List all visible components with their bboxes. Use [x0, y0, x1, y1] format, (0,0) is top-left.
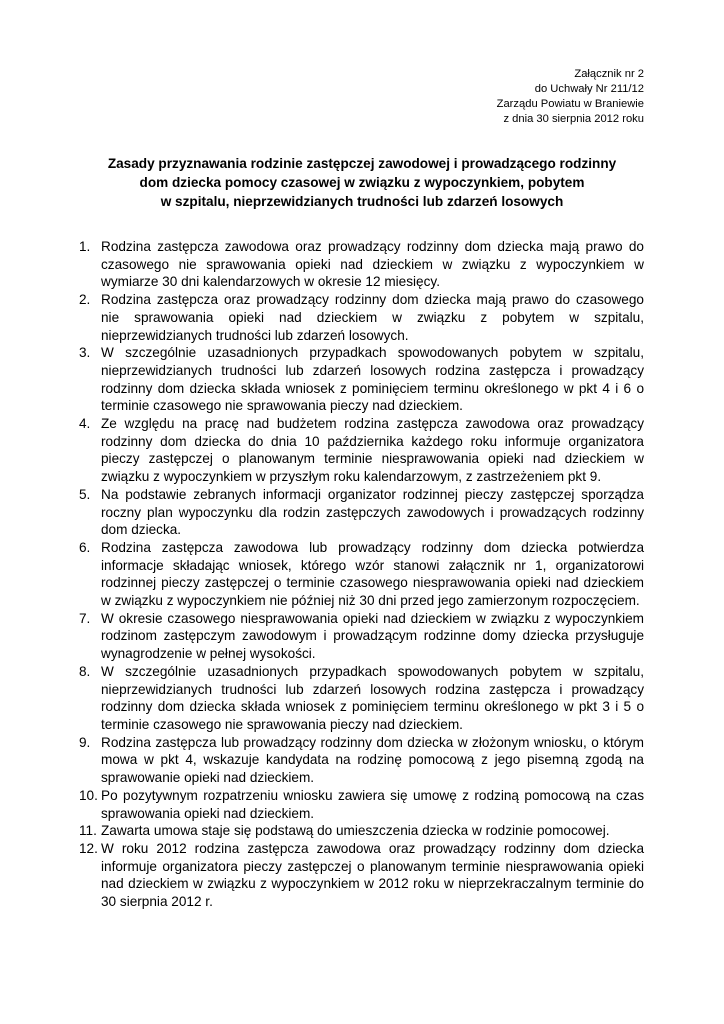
list-item [0, 486, 644, 539]
item-text: Rodzina zastępcza zawodowa oraz prowadzący rodzinny dom dziecka mają prawo do czasowego nie sprawowania opieki nad dzieckiem w związku z wypoczynkiem w wymiarze 30 dni kalendarzowych w okresie 12 miesięcy. [101, 239, 644, 290]
header-line: Zarządu Powiatu w Braniewie [496, 98, 644, 110]
header-line: Załącznik nr 2 [574, 68, 644, 80]
list-item [0, 539, 644, 610]
item-text: Ze względu na pracę nad budżetem rodzina zastępcza zawodowa oraz prowadzący rodzinny dom dziecka do dnia 10 października każdego roku informuje organizatora pieczy zastępczej o planowanym terminie niesprawowania opieki nad dzieckiem w związku z wypoczynkiem w przyszłym roku kalendarzowym, z zastrzeżeniem pkt 9. [101, 416, 644, 485]
item-number: 10. [79, 787, 98, 803]
document-header [497, 67, 644, 127]
list-item [0, 238, 644, 291]
title-line: w szpitalu, nieprzewidzianych trudności lub zdarzeń losowych [160, 194, 564, 209]
header-line: z dnia 30 sierpnia 2012 roku [503, 113, 644, 125]
item-number: 4. [79, 416, 91, 432]
item-number: 11. [79, 823, 97, 839]
title-line: dom dziecka pomocy czasowej w związku z wypoczynkiem, pobytem [139, 175, 585, 190]
list-item [0, 840, 644, 911]
list-item [0, 663, 644, 734]
item-number: 3. [79, 345, 91, 361]
item-number: 6. [79, 539, 91, 555]
item-text: Na podstawie zebranych informacji organizator rodzinnej pieczy zastępczej sporządza roczny plan wypoczynku dla rodzin zastępczych zawodowych i prowadzących rodzinny dom dziecka. [101, 486, 644, 538]
document-title [60, 154, 664, 211]
list-item [0, 734, 644, 787]
header-line: do Uchwały Nr 211/12 [534, 83, 644, 95]
item-text: W roku 2012 rodzina zastępcza zawodowa oraz prowadzący rodzinny dom dziecka informuje organizatora pieczy zastępczej o planowanym terminie niesprawowania opieki nad dzieckiem w związku z wypoczynkiem w 2012 roku w nieprzekraczalnym terminie do 30 sierpnia 2012 r. [101, 840, 644, 910]
item-number: 2. [79, 292, 91, 308]
item-text: W okresie czasowego niesprawowania opieki nad dzieckiem w związku z wypoczynkiem rodzinom zastępczym zawodowym i prowadzącym rodzinne domy dziecka przysługuje wynagrodzenie w pełnej wysokości. [101, 610, 644, 662]
item-text: Rodzina zastępcza lub prowadzący rodzinny dom dziecka w złożonym wniosku, o którym mowa w pkt 4, wskazuje kandydata na rodzinę pomocową z jego pisemną zgodą na sprawowanie opieki nad dzieckiem. [101, 734, 644, 786]
list-item [0, 344, 644, 415]
item-number: 8. [79, 663, 91, 679]
title-line: Zasady przyznawania rodzinie zastępczej zawodowej i prowadzącego rodzinny [107, 156, 617, 171]
item-text: Rodzina zastępcza oraz prowadzący rodzinny dom dziecka mają prawo do czasowego nie sprawowania opieki nad dzieckiem w związku z pobytem w szpitalu, nieprzewidzianych trudności lub zdarzeń losowych. [101, 292, 644, 343]
list-item [0, 822, 644, 840]
item-text: W szczególnie uzasadnionych przypadkach spowodowanych pobytem w szpitalu, nieprzewidzianych trudności lub zdarzeń losowych rodzina zastępcza i prowadzący rodzinny dom dziecka składa wniosek z pominięciem terminu określonego w pkt 4 i 6 o terminie czasowego nie sprawowania pieczy nad dzieckiem. [101, 345, 644, 414]
item-number: 1. [79, 239, 91, 254]
item-text: Rodzina zastępcza zawodowa lub prowadzący rodzinny dom dziecka potwierdza informacje składając wniosek, którego wzór stanowi załącznik nr 1, organizatorowi rodzinnej pieczy zastępczej o terminie czasowego niesprawowania opieki nad dzieckiem w związku z wypoczynkiem nie później niż 30 dni przed jego zamierzonym rozpoczęciem. [101, 539, 644, 609]
item-number: 9. [79, 734, 91, 750]
list-item [0, 415, 644, 486]
item-text: W szczególnie uzasadnionych przypadkach spowodowanych pobytem w szpitalu, nieprzewidzianych trudności lub zdarzeń losowych rodzina zastępcza i prowadzący rodzinny dom dziecka składa wniosek z pominięciem terminu określonego w pkt 3 i 5 o terminie czasowego nie sprawowania pieczy nad dzieckiem. [101, 663, 644, 732]
rules-list [0, 238, 644, 911]
item-number: 12. [79, 840, 98, 856]
list-item [0, 610, 644, 663]
item-number: 5. [79, 486, 91, 502]
list-item [0, 291, 644, 344]
item-number: 7. [79, 610, 91, 626]
list-item [0, 787, 644, 822]
item-text: Zawarta umowa staje się podstawą do umieszczenia dziecka w rodzinie pomocowej. [101, 823, 610, 839]
item-text: Po pozytywnym rozpatrzeniu wniosku zawiera się umowę z rodziną pomocową na czas sprawowania opieki nad dzieckiem. [101, 787, 644, 821]
